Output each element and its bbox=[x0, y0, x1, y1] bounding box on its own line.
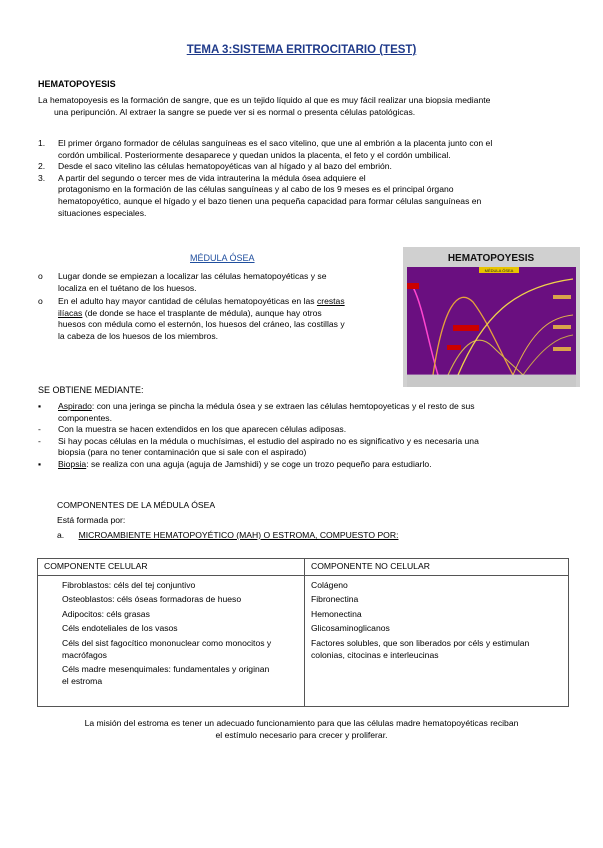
obtiene-item bbox=[38, 424, 568, 436]
item-marker: - bbox=[38, 435, 41, 446]
figure-subtitle: MÉDULA ÓSEA bbox=[484, 268, 514, 273]
item-line: biopsia (para no tener contaminación que si sale con el aspirado) bbox=[58, 447, 307, 458]
item-line: Si hay pocas células en la médula o muchísimas, el estudio del aspirado no es significativo y es necesaria una bbox=[58, 435, 479, 446]
aspirado-term: Aspirado bbox=[58, 401, 92, 411]
x-axis-band bbox=[407, 375, 576, 387]
cellular-item: Céls del sist fagocítico mononuclear como monocitos y macrófagos bbox=[62, 637, 272, 660]
non-cellular-item: Glicosaminoglicanos bbox=[311, 623, 390, 634]
bullet-line: localiza en el tuétano de los huesos. bbox=[58, 282, 197, 293]
cellular-cell bbox=[38, 575, 305, 706]
bullet-line: En el adulto hay mayor cantidad de células hematopoyéticas en las crestas bbox=[58, 296, 345, 307]
item-line: Biopsia: se realiza con una aguja (aguja de Jamshidi) y se coge un trozo pequeño para estudiarlo. bbox=[58, 458, 432, 469]
cellular-item: Osteoblastos: céls óseas formadoras de hueso bbox=[62, 594, 242, 605]
non-cellular-cell bbox=[305, 575, 569, 706]
intro-line-1: La hematopoyesis es la formación de sangre, que es un tejido líquido al que es muy fácil realizar una biopsia mediante bbox=[38, 95, 491, 105]
biopsia-term: Biopsia bbox=[58, 458, 87, 469]
non-cellular-item: Colágeno bbox=[311, 579, 348, 590]
list-line: hematopoyético, aunque el hígado y el bazo tienen una pequeña capacidad para formar células sanguíneas en bbox=[58, 195, 482, 206]
list-number: 3. bbox=[38, 172, 46, 183]
obtiene-heading: SE OBTIENE MEDIANTE: bbox=[38, 385, 144, 395]
figure-title: HEMATOPOYESIS bbox=[447, 253, 535, 264]
bullet-line: huesos con médula como el esternón, los huesos del cráneo, las costillas y bbox=[58, 319, 345, 330]
list-line: A partir del segundo o tercer mes de vida intrauterina la médula ósea adquiere el bbox=[58, 172, 366, 183]
non-cellular-item: Hemonectina bbox=[311, 608, 362, 619]
organ-list-item bbox=[38, 138, 558, 161]
item-line: Con la muestra se hacen extendidos en los que aparecen células adiposas. bbox=[58, 424, 347, 435]
obtiene-item bbox=[38, 459, 568, 471]
medula-bullet bbox=[38, 271, 393, 294]
obtiene-list bbox=[38, 401, 568, 471]
item-line: Aspirado: con una jeringa se pincha la médula ósea y se extraen las células hemtopoyeticas y el resto de sus bbox=[58, 401, 475, 411]
list-line: situaciones especiales. bbox=[58, 207, 147, 218]
header-cellular: COMPONENTE CELULAR bbox=[38, 559, 305, 576]
obtiene-item bbox=[38, 436, 568, 459]
item-line: componentes. bbox=[58, 412, 112, 423]
cellular-item: Céls madre mesenquimales: fundamentales y originan el estroma bbox=[62, 664, 270, 686]
header-non-cellular: COMPONENTE NO CELULAR bbox=[305, 559, 569, 576]
medula-heading: MÉDULA ÓSEA bbox=[190, 253, 255, 263]
label-marker bbox=[447, 345, 461, 350]
iliacas-term: ilíacas bbox=[58, 307, 83, 318]
cellular-item: Adipocitos: céls grasas bbox=[62, 608, 150, 619]
list-line: cordón umbilical. Posteriormente desaparece y quedan unidos la placenta, el feto y el cordón umbilical. bbox=[58, 149, 451, 160]
list-line: Desde el saco vitelino las células hematopoyéticas van al hígado y al bazo del embrión. bbox=[58, 161, 392, 172]
list-line: El primer órgano formador de células sanguíneas es el saco vitelino, que une al embrión a la placenta junto con el bbox=[58, 138, 493, 148]
list-line: protagonismo en la formación de las células sanguíneas y al cabo de los 9 meses es el principal órgano bbox=[58, 184, 454, 195]
label-marker bbox=[553, 347, 571, 351]
components-table bbox=[37, 558, 569, 707]
item-a-number: a. bbox=[57, 530, 65, 540]
label-marker bbox=[453, 325, 479, 331]
hematopoyesis-intro bbox=[38, 95, 578, 118]
bullet-line: Lugar donde se empiezan a localizar las células hematopoyéticas y se bbox=[58, 271, 327, 281]
page-title: TEMA 3:SISTEMA ERITROCITARIO (TEST) bbox=[186, 44, 417, 56]
hematopoyesis-figure bbox=[403, 247, 580, 387]
bullet-line: la cabeza de los huesos de los miembros. bbox=[58, 330, 219, 341]
intro-line-2: una peripunción. Al extraer la sangre se puede ver si es normal o presenta células patológicas. bbox=[54, 106, 416, 117]
cellular-item: Céls endoteliales de los vasos bbox=[62, 623, 178, 634]
hematopoyesis-heading: HEMATOPOYESIS bbox=[38, 79, 116, 89]
medula-bullets bbox=[38, 271, 393, 343]
mah-item bbox=[57, 530, 398, 542]
closing-line-2: el estímulo necesario para crecer y proliferar. bbox=[215, 729, 388, 740]
hematopoyesis-chart-svg bbox=[403, 247, 580, 387]
table-row bbox=[38, 575, 569, 706]
bullet-marker: o bbox=[38, 271, 43, 281]
formed-by-text: Está formada por: bbox=[57, 515, 126, 525]
legend-marker bbox=[407, 283, 419, 289]
obtiene-item bbox=[38, 401, 568, 424]
label-marker bbox=[553, 325, 571, 329]
label-marker bbox=[553, 295, 571, 299]
organ-list bbox=[38, 138, 558, 219]
list-number: 2. bbox=[38, 161, 46, 172]
crestas-term: crestas bbox=[316, 296, 345, 307]
componentes-heading: COMPONENTES DE LA MÉDULA ÓSEA bbox=[57, 500, 216, 510]
bullet-line: ilíacas (de donde se hace el trasplante de médula), aunque hay otros bbox=[58, 307, 322, 318]
non-cellular-item: Factores solubles, que son liberados por céls y estimulan colonias, citocinas e interleucinas bbox=[311, 637, 530, 660]
organ-list-item bbox=[38, 161, 558, 173]
item-marker: ▪ bbox=[38, 401, 42, 411]
item-marker: - bbox=[38, 424, 41, 435]
item-a-text: MICROAMBIENTE HEMATOPOYÉTICO (MAH) O ESTROMA, COMPUESTO POR: bbox=[78, 530, 399, 540]
list-number: 1. bbox=[38, 138, 46, 148]
medula-bullet bbox=[38, 296, 393, 342]
organ-list-item bbox=[38, 173, 558, 219]
item-marker: ▪ bbox=[38, 458, 42, 469]
closing-paragraph bbox=[0, 718, 603, 741]
cellular-item: Fibroblastos: céls del tej conjuntivo bbox=[62, 579, 196, 590]
closing-line-1: La misión del estroma es tener un adecuado funcionamiento para que las células madre hematopoyéticas reciban bbox=[84, 718, 519, 728]
non-cellular-item: Fibronectina bbox=[311, 594, 359, 605]
bullet-marker: o bbox=[38, 296, 43, 307]
table-header-row bbox=[38, 559, 569, 576]
